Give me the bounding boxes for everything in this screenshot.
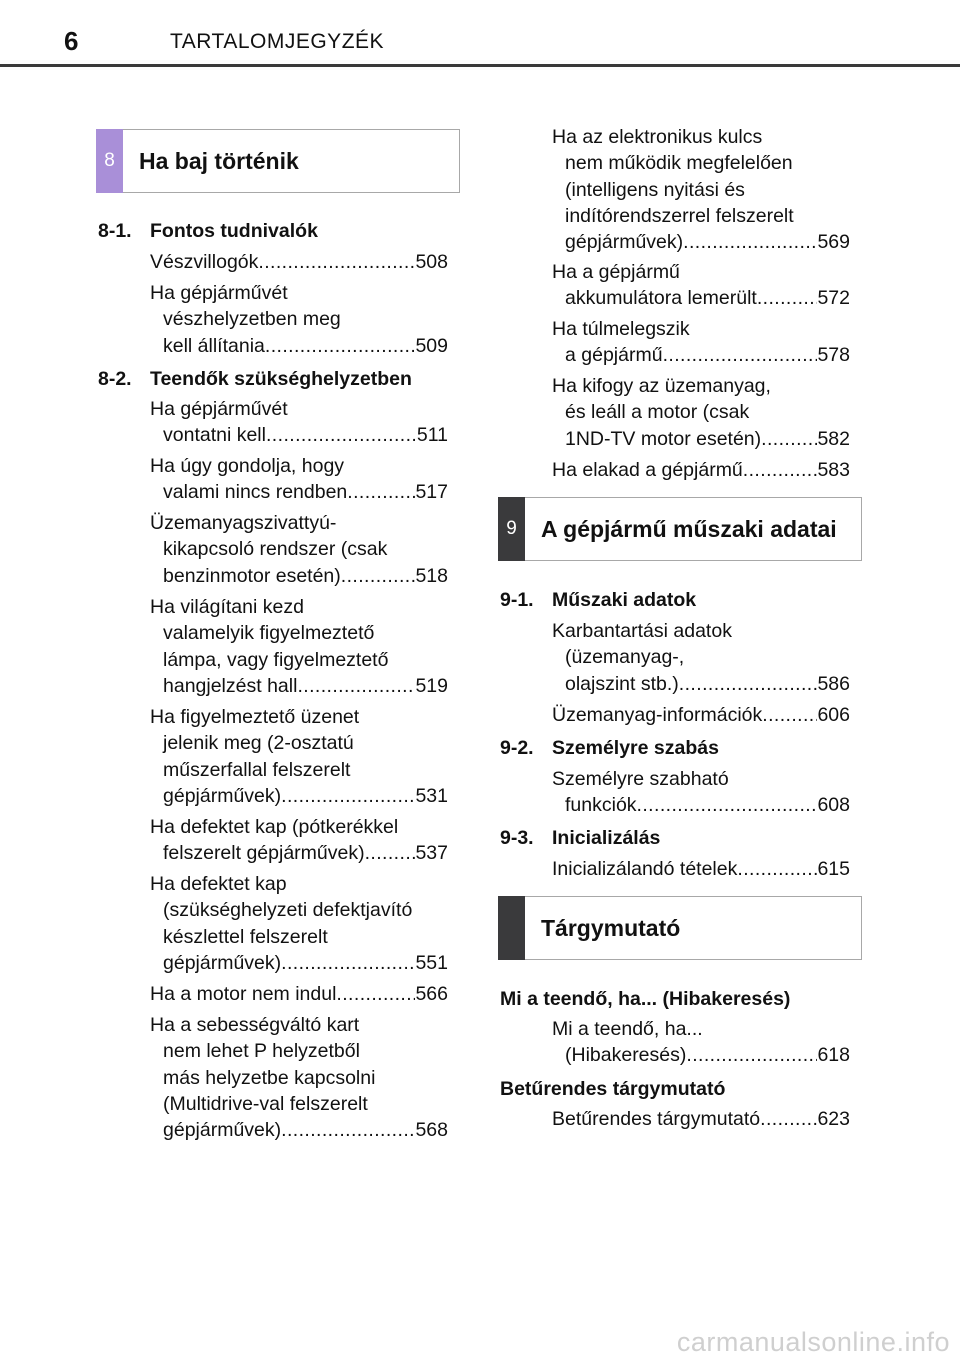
page-ref: 606 — [817, 704, 850, 726]
page-ref: 508 — [415, 251, 448, 273]
page-ref: 518 — [415, 564, 448, 587]
toc-entry[interactable]: Ha gépjárművét vontatni kell ..... 511 — [150, 396, 448, 449]
page-ref: 615 — [817, 858, 850, 880]
subsection-9-1[interactable] — [500, 587, 696, 613]
page-ref: 519 — [415, 674, 448, 697]
toc-entry[interactable]: Ha a sebességváltó kart nem lehet P helyzetből más helyzetbe kapcsolni (Multidrive-val felszerelt gépjárművek) ..... 568 — [150, 1012, 448, 1143]
toc-entry[interactable]: Ha világítani kezd valamelyik figyelmeztető lámpa, vagy figyelmeztető hangjelzést hall ..... 519 — [150, 594, 448, 699]
page-ref: 578 — [817, 344, 850, 367]
page-ref: 618 — [817, 1044, 850, 1067]
section-8-tab: 8 — [96, 129, 123, 193]
index-tab — [498, 896, 525, 960]
page-ref: 511 — [416, 424, 448, 447]
toc-entry[interactable]: Üzemanyagszivattyú- kikapcsoló rendszer (csak benzinmotor esetén) ..... 518 — [150, 510, 448, 589]
page-ref: 582 — [817, 427, 850, 450]
subsection-number: 9-1. — [500, 589, 534, 611]
toc-entry[interactable]: Karbantartási adatok (üzemanyag-, olajszint stb.) ..... 586 — [552, 618, 850, 697]
subsection-title: Teendők szükséghelyzetben — [150, 368, 412, 390]
subsection-title: Fontos tudnivalók — [150, 220, 318, 242]
section-9-tab: 9 — [498, 497, 525, 561]
section-9-title: A gépjármű műszaki adatai — [541, 516, 837, 542]
subsection-number: 8-1. — [98, 220, 132, 242]
toc-entry[interactable]: Személyre szabható funkciók ..... 608 — [552, 766, 850, 819]
toc-entry[interactable]: Ha kifogy az üzemanyag, és leáll a motor (csak 1ND-TV motor esetén) ..... 582 — [552, 373, 850, 452]
toc-entry[interactable]: Ha a motor nem indul ..... 566 — [150, 981, 448, 1007]
toc-entry[interactable]: Ha elakad a gépjármű ..... 583 — [552, 457, 850, 483]
toc-entry[interactable]: Ha túlmelegszik a gépjármű ..... 578 — [552, 316, 850, 369]
toc-entry[interactable]: Betűrendes tárgymutató ..... 623 — [552, 1106, 850, 1132]
section-9-heading[interactable] — [498, 497, 862, 561]
subsection-9-2[interactable] — [500, 735, 719, 761]
toc-entry[interactable]: Ha az elektronikus kulcs nem működik megfelelően (intelligens nyitási és indítórendszerrel felszerelt gépjárművek) ..... 569 — [552, 124, 850, 255]
page-ref: 537 — [415, 842, 448, 865]
page-ref: 517 — [415, 481, 448, 504]
toc-entry[interactable]: Vészvillogók ..... 508 — [150, 249, 448, 275]
section-8-title: Ha baj történik — [139, 148, 299, 174]
toc-entry[interactable]: Ha defektet kap (szükséghelyzeti defektjavító készlettel felszerelt gépjárművek) ..... 551 — [150, 871, 448, 976]
page-ref: 583 — [817, 459, 850, 481]
index-title: Tárgymutató — [541, 915, 681, 941]
toc-entry[interactable]: Inicializálandó tételek ..... 615 — [552, 856, 850, 882]
index-heading[interactable] — [498, 896, 862, 960]
page-ref: 568 — [415, 1119, 448, 1142]
toc-entry[interactable]: Ha a gépjármű akkumulátora lemerült ..... 572 — [552, 259, 850, 312]
index-subsection-alphabetical[interactable] — [500, 1076, 725, 1102]
subsection-title: Mi a teendő, ha... (Hibakeresés) — [500, 988, 791, 1010]
page-ref: 569 — [817, 231, 850, 254]
subsection-title: Személyre szabás — [552, 737, 719, 759]
page-header — [0, 0, 960, 70]
subsection-8-2[interactable] — [98, 366, 412, 392]
page-number: 6 — [64, 26, 79, 56]
subsection-number: 9-2. — [500, 737, 534, 759]
subsection-title: Inicializálás — [552, 827, 661, 849]
subsection-number: 8-2. — [98, 368, 132, 390]
page-ref: 623 — [817, 1108, 850, 1130]
page-ref: 509 — [415, 334, 448, 357]
page-ref: 572 — [817, 287, 850, 310]
header-rule — [0, 64, 960, 67]
subsection-number: 9-3. — [500, 827, 534, 849]
watermark: carmanualsonline.info — [676, 1327, 950, 1357]
toc-entry[interactable]: Üzemanyag-információk ..... 606 — [552, 702, 850, 728]
page-title: TARTALOMJEGYZÉK — [170, 30, 385, 53]
subsection-title: Betűrendes tárgymutató — [500, 1078, 726, 1100]
page-ref: 531 — [415, 784, 448, 807]
page-ref: 566 — [415, 983, 448, 1005]
page-ref: 551 — [415, 951, 448, 974]
subsection-8-1[interactable] — [98, 218, 318, 244]
page-ref: 586 — [817, 672, 850, 695]
toc-entry[interactable]: Ha gépjárművét vészhelyzetben meg kell állítania ..... 509 — [150, 280, 448, 359]
subsection-title: Műszaki adatok — [552, 589, 697, 611]
toc-entry[interactable]: Ha figyelmeztető üzenet jelenik meg (2-osztatú műszerfallal felszerelt gépjárművek) ..... 531 — [150, 704, 448, 809]
toc-entry[interactable]: Ha úgy gondolja, hogy valami nincs rendben ..... 517 — [150, 453, 448, 506]
toc-entry[interactable]: Mi a teendő, ha... (Hibakeresés) ..... 618 — [552, 1016, 850, 1069]
toc-entry[interactable]: Ha defektet kap (pótkerékkel felszerelt gépjárművek) ..... 537 — [150, 814, 448, 867]
subsection-9-3[interactable] — [500, 825, 660, 851]
page-ref: 608 — [817, 794, 850, 817]
index-subsection-troubleshooting[interactable] — [500, 986, 790, 1012]
section-8-heading[interactable] — [96, 129, 460, 193]
